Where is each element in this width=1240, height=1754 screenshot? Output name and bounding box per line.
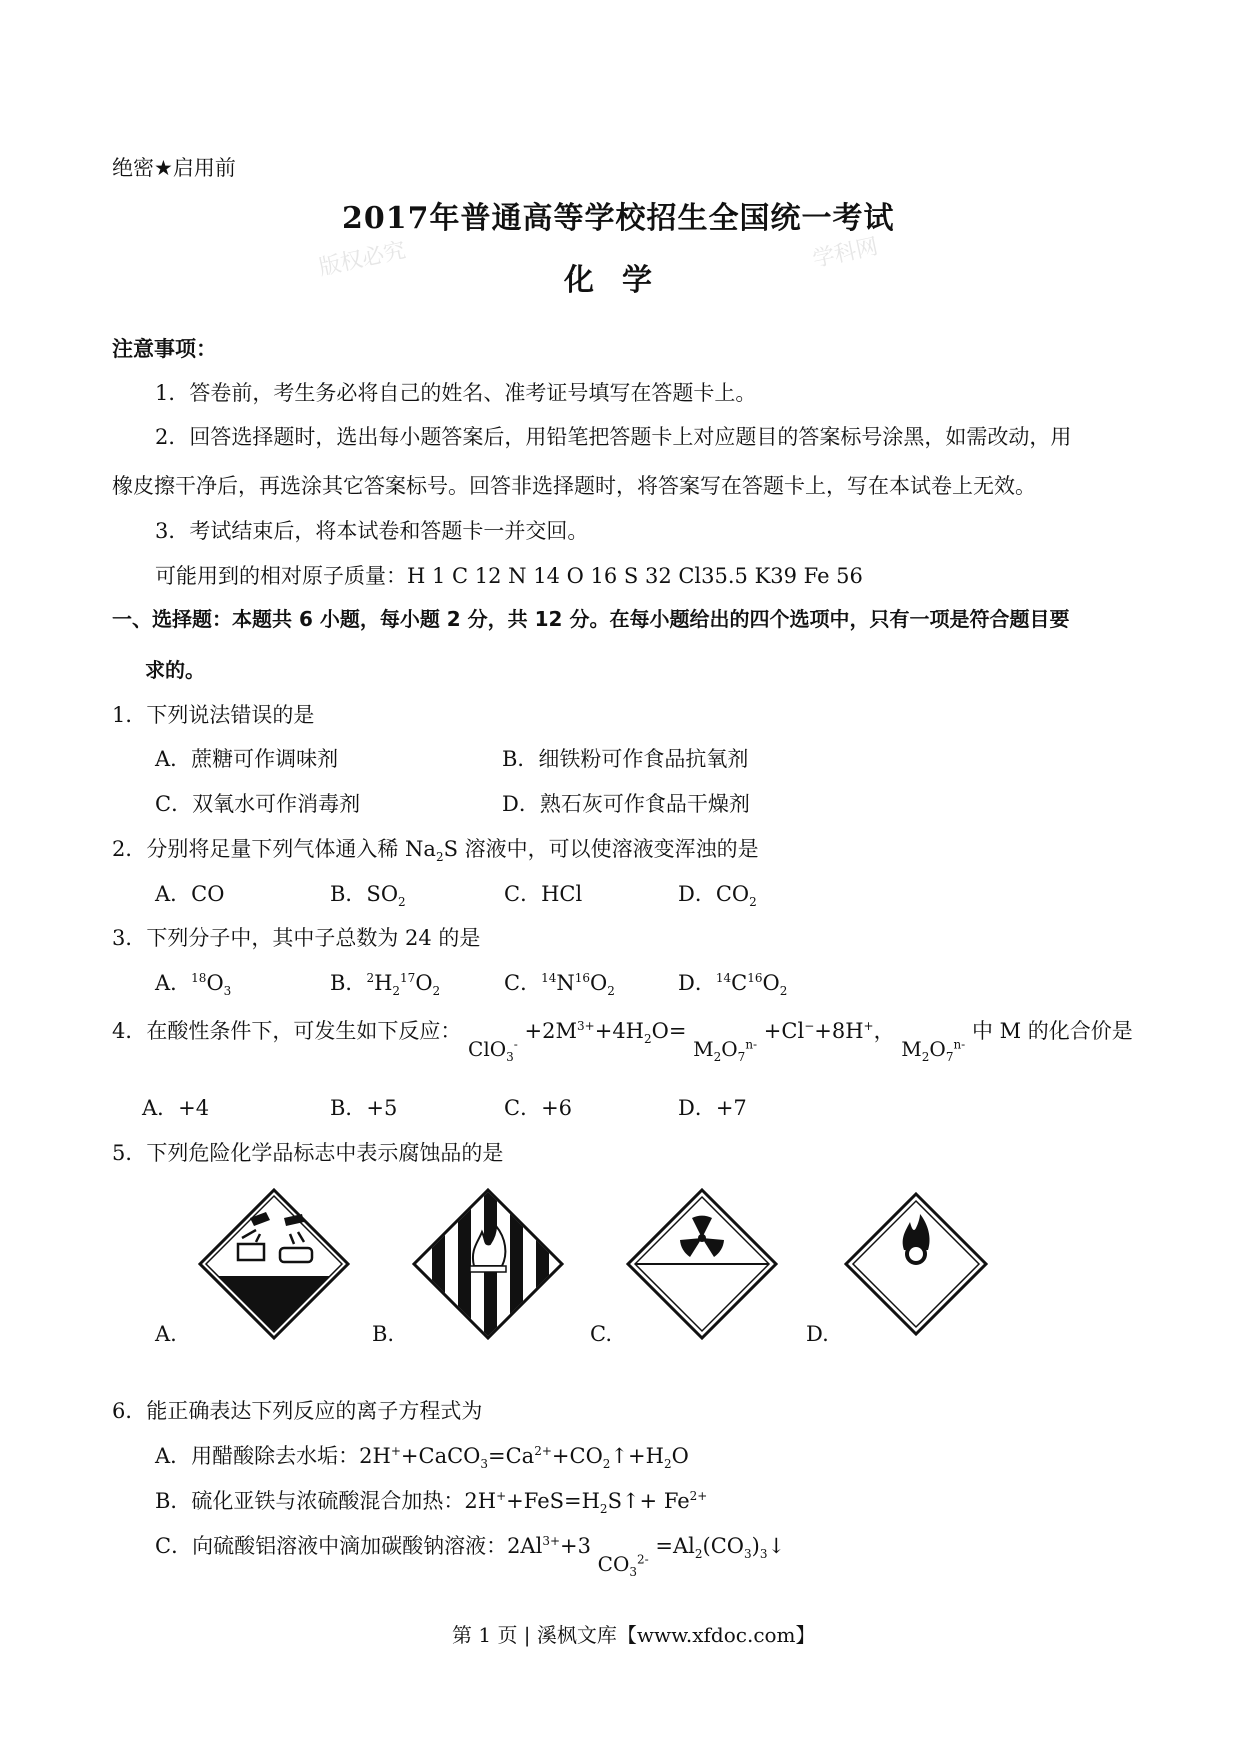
q5-option-c-label: C. <box>590 1322 612 1346</box>
q2-stem <box>112 833 759 864</box>
q6-b-p3: S↑+ Fe <box>607 1489 690 1513</box>
oxidizer-sign-icon <box>844 1192 988 1336</box>
confidential-mark: 绝密★启用前 <box>112 156 236 180</box>
q4-m2o7-ion-2 <box>901 1037 965 1064</box>
q6-c-co: CO <box>597 1552 630 1576</box>
q2-stem-part2: S 溶液中，可以使溶液变浑浊的是 <box>443 837 759 861</box>
q6-option-a <box>155 1440 689 1471</box>
q3-option-d <box>678 967 787 998</box>
section-heading-line2: 求的。 <box>145 658 205 682</box>
q4-option-a: A．+4 <box>142 1096 210 1120</box>
q4-mid5: +8H <box>814 1019 864 1043</box>
q1-option-d: D．熟石灰可作食品干燥剂 <box>502 792 750 816</box>
atomic-masses: 可能用到的相对原子质量：H 1 C 12 N 14 O 16 S 32 Cl35.5 K39 Fe 56 <box>155 564 863 588</box>
q3-b-sub1: 2 <box>392 984 401 999</box>
radioactive-sign-icon <box>626 1188 778 1340</box>
q4-m2o7-ion <box>693 1037 757 1064</box>
q2-option-b-text: B．SO <box>330 882 399 906</box>
q6-a-sub2: 2 <box>602 1457 611 1472</box>
q4-m2o7-sub1-2: 2 <box>921 1050 930 1064</box>
q6-a-sup2: 2+ <box>534 1444 552 1458</box>
q6-a-p6: O <box>671 1444 689 1468</box>
q3-c-el2: O <box>590 971 608 995</box>
q3-a-el: O <box>206 971 224 995</box>
q6-c-co-sub: 3 <box>629 1565 638 1579</box>
q6-a-sup1: + <box>390 1444 401 1458</box>
q6-c-sub1: 2 <box>694 1547 703 1562</box>
q6-a-p1: A．用醋酸除去水垢：2H <box>155 1444 391 1468</box>
corrosive-sign-icon <box>198 1188 350 1340</box>
q6-stem: 6．能正确表达下列反应的离子方程式为 <box>112 1399 483 1423</box>
q1-option-b: B．细铁粉可作食品抗氧剂 <box>502 747 749 771</box>
q4-m2o7-sub1: 2 <box>713 1050 722 1064</box>
q4-tail: 中 M 的化合价是 <box>971 1019 1133 1043</box>
q4-m2o7-sub2: 7 <box>737 1050 746 1064</box>
q6-b-sub1: 2 <box>599 1502 608 1517</box>
q4-m2o7-o-2: O <box>929 1037 946 1061</box>
q3-option-b <box>330 967 440 998</box>
q4-mid5-sup: + <box>863 1019 874 1033</box>
q3-c-sub2: 2 <box>607 984 615 999</box>
note-2-line2: 橡皮擦干净后，再选涂其它答案标号。回答非选择题时，将答案写在答题卡上，写在本试卷上无效。 <box>112 474 1036 498</box>
q5-option-a-label: A. <box>155 1322 177 1346</box>
note-3: 3．考试结束后，将本试卷和答题卡一并交回。 <box>155 519 589 543</box>
q4-mid3: O= <box>651 1019 687 1043</box>
q6-a-p3: =Ca <box>488 1444 535 1468</box>
q6-c-p5: ) <box>751 1534 760 1558</box>
q3-b-el2: O <box>415 971 433 995</box>
watermark-right: 学科网 <box>810 234 881 273</box>
q4-clo3-sub: 3 <box>506 1050 514 1064</box>
flammable-solid-sign-icon <box>412 1188 564 1340</box>
q2-option-d-text: D．CO <box>678 882 750 906</box>
q4-clo3-ion <box>468 1037 518 1064</box>
q4-mid6: ， <box>873 1019 895 1043</box>
q4-option-d: D．+7 <box>678 1096 747 1120</box>
q3-b-el1: H <box>374 971 393 995</box>
q2-option-c: C．HCl <box>504 882 583 906</box>
q4-mid4: +Cl <box>763 1019 805 1043</box>
q6-c-p1: C．向硫酸铝溶液中滴加碳酸钠溶液：2Al <box>155 1534 543 1558</box>
q1-stem: 1．下列说法错误的是 <box>112 703 315 727</box>
q1-option-c: C．双氧水可作消毒剂 <box>155 792 361 816</box>
q3-b-sup2: 17 <box>400 971 416 985</box>
q3-a-label: A． <box>155 971 192 995</box>
q4-m2o7-sup-2: n- <box>953 1037 966 1052</box>
q6-c-co-sup: 2- <box>637 1552 649 1567</box>
q4-mid1: +2M <box>524 1019 578 1043</box>
q4-clo3-sup: - <box>513 1037 518 1052</box>
q3-d-sup2: 16 <box>747 971 763 985</box>
q2-option-b-sub: 2 <box>398 895 406 910</box>
q6-c-carbonate <box>598 1552 649 1579</box>
q6-option-b <box>155 1485 707 1516</box>
q6-b-sup1: + <box>496 1489 507 1503</box>
q3-a-sub: 3 <box>223 984 232 999</box>
q2-stem-part1: 2．分别将足量下列气体通入稀 Na <box>112 837 436 861</box>
q6-b-p1: B．硫化亚铁与浓硫酸混合加热：2H <box>155 1489 497 1513</box>
exam-title: 2017年普通高等学校招生全国统一考试 <box>342 201 895 236</box>
q4-m2o7-sub2-2: 7 <box>945 1050 954 1064</box>
q5-stem: 5．下列危险化学品标志中表示腐蚀品的是 <box>112 1141 504 1165</box>
q2-option-b <box>330 878 406 909</box>
q6-b-p2: +FeS=H <box>506 1489 600 1513</box>
q6-c-sub2: 3 <box>744 1547 752 1562</box>
q3-b-sup1: 2 <box>366 971 375 985</box>
q3-option-a <box>155 967 231 998</box>
q6-option-c <box>155 1530 785 1579</box>
q6-b-sup2: 2+ <box>689 1489 708 1503</box>
q4-option-b: B．+5 <box>330 1096 398 1120</box>
section-heading-line1: 一、选择题：本题共 6 小题，每小题 2 分，共 12 分。在每小题给出的四个选项中，只有一项是符合题目要 <box>112 607 1070 631</box>
q2-option-d-sub: 2 <box>749 895 757 910</box>
q3-d-el2: O <box>762 971 780 995</box>
q2-option-d <box>678 878 757 909</box>
q6-c-sup1: 3+ <box>542 1534 561 1548</box>
q4-m2o7-o: O <box>721 1037 738 1061</box>
q4-stem-part1: 4．在酸性条件下，可发生如下反应： <box>112 1019 462 1043</box>
q6-c-p6: ↓ <box>767 1534 786 1558</box>
q5-option-d-label: D. <box>806 1322 829 1346</box>
watermark-left: 版权必究 <box>316 238 409 281</box>
q3-c-label: C． <box>504 971 542 995</box>
q2-option-a: A．CO <box>155 882 225 906</box>
q4-option-c: C．+6 <box>504 1096 573 1120</box>
q6-a-sub1: 3 <box>480 1457 489 1472</box>
q4-stem <box>112 1015 1133 1064</box>
q3-a-sup: 18 <box>191 971 207 985</box>
q3-b-sub2: 2 <box>432 984 441 999</box>
q4-mid4-sup: − <box>804 1019 815 1033</box>
q3-d-el1: C <box>731 971 748 995</box>
q3-c-sup2: 16 <box>574 971 591 985</box>
q6-c-sub3: 3 <box>759 1547 768 1562</box>
q2-stem-sub: 2 <box>435 850 444 865</box>
page-footer: 第 1 页 | 溪枫文库【www.xfdoc.com】 <box>452 1623 816 1647</box>
q4-m2o7-sup: n- <box>745 1037 758 1052</box>
q6-c-p3: =Al <box>655 1534 695 1558</box>
q6-a-sub3: 2 <box>663 1457 672 1472</box>
q6-a-p2: +CaCO <box>400 1444 481 1468</box>
q4-m2o7-m: M <box>693 1037 714 1061</box>
q1-option-a: A．蔗糖可作调味剂 <box>155 747 339 771</box>
q6-c-p4: (CO <box>702 1534 745 1558</box>
q3-d-sub2: 2 <box>779 984 788 999</box>
q4-mid2: +4H <box>594 1019 644 1043</box>
q4-clo3-text: ClO <box>468 1037 507 1061</box>
q4-m2o7-m-2: M <box>901 1037 922 1061</box>
q4-mid2-sub: 2 <box>644 1032 652 1047</box>
q5-option-b-label: B. <box>372 1322 395 1346</box>
notes-heading: 注意事项： <box>112 337 217 361</box>
q3-c-el1: N <box>556 971 575 995</box>
q3-stem: 3．下列分子中，其中子总数为 24 的是 <box>112 926 481 950</box>
q3-option-c <box>504 967 615 998</box>
q6-c-p2: +3 <box>560 1534 591 1558</box>
q3-d-label: D． <box>678 971 716 995</box>
subject-title: 化学 <box>564 263 680 298</box>
q4-mid1-sup: 3+ <box>577 1019 595 1033</box>
q6-a-p5: ↑+H <box>610 1444 664 1468</box>
q6-a-p4: +CO <box>551 1444 603 1468</box>
note-2-line1: 2．回答选择题时，选出每小题答案后，用铅笔把答题卡上对应题目的答案标号涂黑，如需改动，用 <box>155 425 1072 449</box>
q3-d-sup1: 14 <box>715 971 732 985</box>
note-1: 1．答卷前，考生务必将自己的姓名、准考证号填写在答题卡上。 <box>155 381 757 405</box>
q3-c-sup1: 14 <box>541 971 557 985</box>
q3-b-label: B． <box>330 971 367 995</box>
